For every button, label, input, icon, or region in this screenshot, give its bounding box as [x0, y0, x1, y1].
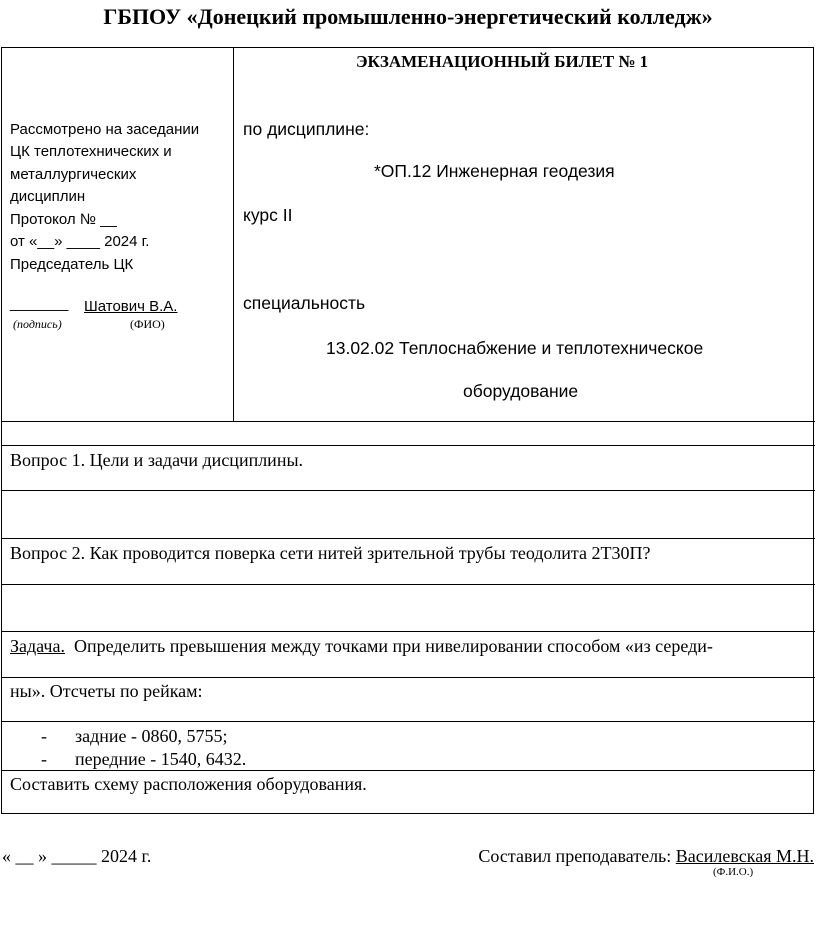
discipline-name: *ОП.12 Инженерная геодезия	[374, 161, 615, 181]
discipline-label: по дисциплине:	[243, 119, 370, 139]
compiled-label: Составил преподаватель:	[478, 846, 676, 866]
specialty-label: специальность	[243, 293, 366, 313]
chair-name: Шатович В.А.	[84, 298, 178, 315]
signature-caption: (подпись)	[13, 317, 62, 331]
approval-line: Председатель ЦК	[10, 256, 134, 273]
task-label: Задача.	[10, 636, 65, 656]
ticket-title: ЭКЗАМЕНАЦИОННЫЙ БИЛЕТ № 1	[356, 52, 649, 71]
task-text-cont: ны». Отсчеты по рейкам:	[10, 681, 203, 701]
question-2: Вопрос 2. Как проводится поверка сети нитей зрительной трубы теодолита 2Т30П?	[10, 543, 651, 563]
specialty-line: 13.02.02 Теплоснабжение и теплотехническое	[326, 338, 704, 358]
bullet-marker: -	[41, 749, 47, 769]
teacher-name: Василевская М.Н.	[675, 846, 814, 866]
row-divider	[1, 584, 815, 585]
task-line	[10, 636, 713, 657]
approval-line: Протокол № __	[10, 211, 117, 228]
column-divider	[233, 47, 234, 422]
name-caption: (ФИО)	[130, 317, 165, 331]
course: курс II	[243, 205, 293, 225]
row-divider	[1, 770, 815, 771]
final-instruction: Составить схему расположения оборудования.	[10, 774, 367, 794]
row-divider	[1, 538, 815, 539]
signature-line: _______	[10, 295, 69, 312]
footer-date: « __ » _____ 2024 г.	[2, 846, 152, 866]
row-divider	[1, 421, 815, 422]
task-text: Определить превышения между точками при нивелировании способом «из середи-	[64, 636, 713, 656]
approval-line: дисциплин	[10, 188, 86, 205]
approval-line: ЦК теплотехнических и	[10, 143, 172, 160]
approval-line: Рассмотрено на заседании	[10, 121, 200, 138]
approval-line: от «__» ____ 2024 г.	[10, 233, 150, 250]
row-divider	[1, 490, 815, 491]
approval-line: металлургических	[10, 166, 137, 183]
row-divider	[1, 631, 815, 632]
bullet-marker: -	[41, 726, 47, 746]
compiled-by	[478, 846, 814, 867]
row-divider	[1, 677, 815, 678]
bullet-item: задние - 0860, 5755;	[75, 726, 228, 746]
row-divider	[1, 721, 815, 722]
bullet-item: передние - 1540, 6432.	[75, 749, 247, 769]
fio-caption: (Ф.И.О.)	[713, 866, 754, 878]
college-title: ГБПОУ «Донецкий промышленно-энергетический колледж»	[103, 4, 713, 29]
row-divider	[1, 445, 815, 446]
question-1: Вопрос 1. Цели и задачи дисциплины.	[10, 450, 304, 470]
specialty-line: оборудование	[463, 381, 579, 401]
